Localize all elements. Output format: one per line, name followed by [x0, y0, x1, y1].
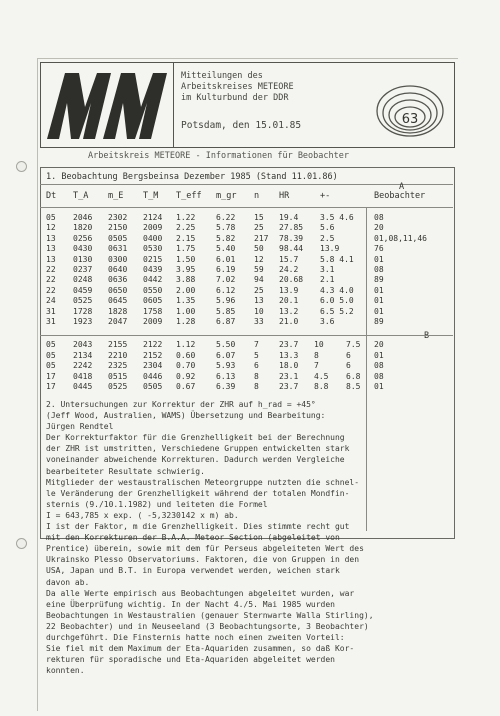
- table-cell: 6.07: [216, 350, 236, 360]
- text-line: Ukrainsko Plesso Observatoriums. Faktoren, die von Gruppen in den: [46, 555, 360, 565]
- text-line: bearbeiteter Resultate schwierig.: [46, 466, 205, 476]
- table-cell: 6.87: [216, 317, 236, 326]
- column-header: m_E: [108, 191, 124, 201]
- table-cell: 8: [314, 350, 319, 360]
- text-line: rekturen für sporadische und Eta-Aquariden abgeleitet werden: [46, 655, 335, 665]
- text-line: USA, Japan und B.T. in Europa verwendet werden, weichen stark: [46, 566, 340, 576]
- title-line-2: Arbeitskreises METEORE: [181, 82, 294, 92]
- table-cell: 1.35: [176, 296, 196, 306]
- table-cell: 217: [254, 233, 269, 243]
- table-cell: 0.60: [176, 350, 196, 360]
- table-cell: 6.13: [216, 371, 236, 381]
- table-cell: 08: [374, 361, 384, 371]
- table-cell: 31: [46, 317, 56, 326]
- table-cell: 0430: [73, 244, 93, 254]
- table-cell: 2124: [143, 213, 163, 222]
- table-cell: 8.8: [314, 382, 329, 392]
- table-cell: 3.95: [176, 265, 196, 274]
- table-cell: 05: [46, 350, 56, 360]
- mm-logo: [41, 63, 174, 147]
- table-cell: 22: [46, 275, 56, 285]
- table-cell: 0459: [73, 285, 93, 295]
- table-cell: 13.9: [320, 244, 340, 254]
- table-cell: 1820: [73, 223, 93, 233]
- table-cell: 13.2: [279, 306, 299, 316]
- table-cell: 20.1: [279, 296, 299, 306]
- table-cell: 2046: [73, 213, 93, 222]
- table-cell: 01: [374, 350, 384, 360]
- text-line: Mitglieder der westaustralischen Meteorgruppe nutzten die schnel-: [46, 477, 360, 487]
- table-cell: 8: [254, 382, 259, 392]
- table-cell: 24: [46, 296, 56, 306]
- table-cell: 18.0: [279, 361, 299, 371]
- table-cell: 25: [254, 223, 264, 233]
- table-cell: 0645: [108, 296, 128, 306]
- table-cell: 0640: [108, 265, 128, 274]
- column-header: Beobachter: [374, 191, 426, 201]
- table-cell: 12: [254, 254, 264, 264]
- subline: Arbeitskreis METEORE - Informationen für Beobachter: [88, 151, 349, 161]
- table-cell: 10: [254, 306, 264, 316]
- table-cell: 5.40: [216, 244, 236, 254]
- table-cell: 7.5: [346, 340, 361, 349]
- table-cell: 5.96: [216, 296, 236, 306]
- table-cell: 01: [374, 306, 384, 316]
- section-2-text: [46, 399, 458, 676]
- table-cell: 0445: [73, 382, 93, 392]
- table-cell: 6.22: [216, 213, 236, 222]
- column-header: T_M: [143, 191, 159, 201]
- table-cell: 0400: [143, 233, 163, 243]
- col-mark-a: A: [399, 182, 405, 192]
- issue-badge: [375, 73, 445, 139]
- table-cell: 7.02: [216, 275, 236, 285]
- table-cell: 0650: [108, 285, 128, 295]
- section-1-title: 1. Beobachtung Bergsbeinsa Dezember 1985 (Stand 11.01.86): [46, 172, 338, 182]
- table-cell: 23.7: [279, 382, 299, 392]
- table-cell: 7: [314, 361, 319, 371]
- table-cell: 6.39: [216, 382, 236, 392]
- table-cell: 08: [374, 213, 384, 222]
- table-cell: 2155: [108, 340, 128, 349]
- table-cell: 01: [374, 254, 384, 264]
- table-cell: 05: [46, 340, 56, 349]
- table-cell: 08: [374, 371, 384, 381]
- table-cell: 6: [346, 361, 351, 371]
- rule-top: [40, 184, 453, 185]
- table-cell: 0446: [143, 371, 163, 381]
- table-cell: 2134: [73, 350, 93, 360]
- table-cell: 20: [374, 223, 384, 233]
- column-header: Dt: [46, 191, 57, 201]
- table-cell: 0439: [143, 265, 163, 274]
- table-cell: 0505: [143, 382, 163, 392]
- column-header: +-: [320, 191, 331, 201]
- issue-number: 63: [401, 112, 419, 127]
- table-cell: 2.00: [176, 285, 196, 295]
- table-cell: 0130: [73, 254, 93, 264]
- table-cell: 89: [374, 275, 384, 285]
- column-header: T_A: [73, 191, 89, 201]
- column-header: T_eff: [176, 191, 202, 201]
- table-cell: 15.7: [279, 254, 299, 264]
- table-cell: 2047: [108, 317, 128, 326]
- text-line: sternis (9./10.1.1982) und leiteten die Formel: [46, 499, 268, 509]
- table-cell: 1.75: [176, 244, 196, 254]
- table-cell: 0442: [143, 275, 163, 285]
- table-cell: 21.0: [279, 317, 299, 326]
- table-cell: 05: [46, 361, 56, 371]
- table-cell: 0525: [108, 382, 128, 392]
- table-cell: 5: [254, 350, 259, 360]
- table-cell: 0300: [108, 254, 128, 264]
- table-cell: 13: [46, 244, 56, 254]
- table-cell: 2242: [73, 361, 93, 371]
- table-cell: 01: [374, 382, 384, 392]
- table-cell: 4.3 4.0: [320, 285, 354, 295]
- table-cell: 98.44: [279, 244, 304, 254]
- table-cell: 2.1: [320, 275, 335, 285]
- column-header: n: [254, 191, 260, 201]
- table-cell: 20: [374, 340, 384, 349]
- rule-header: [40, 207, 453, 208]
- table-cell: 13.9: [279, 285, 299, 295]
- table-cell: 15: [254, 213, 264, 222]
- table-cell: 22: [46, 265, 56, 274]
- text-line: mit den Korrekturen der B.A.A. Meteor Section (abgeleitet von: [46, 533, 340, 543]
- table-cell: 3.1: [320, 265, 335, 274]
- table-cell: 13: [46, 254, 56, 264]
- table-cell: 0525: [73, 296, 93, 306]
- table-cell: 3.6: [320, 317, 335, 326]
- text-line: voneinander abweichende Korrekturen. Dadurch werden Vergleiche: [46, 455, 345, 465]
- text-line: Jürgen Rendtel: [46, 422, 114, 432]
- text-line: Sie fiel mit dem Maximum der Eta-Aquariden zusammen, so daß Kor-: [46, 644, 355, 654]
- table-cell: 5.82: [216, 233, 236, 243]
- table-cell: 1758: [143, 306, 163, 316]
- table-cell: 0256: [73, 233, 93, 243]
- table-cell: 01,08,11,46: [374, 233, 427, 243]
- table-cell: 0418: [73, 371, 93, 381]
- table-cell: 1.00: [176, 306, 196, 316]
- table-cell: 01: [374, 296, 384, 306]
- table-cell: 2302: [108, 213, 128, 222]
- table-cell: 1.28: [176, 317, 196, 326]
- table-cell: 78.39: [279, 233, 304, 243]
- table-cell: 8.5: [346, 382, 361, 392]
- table-cell: 23.1: [279, 371, 299, 381]
- text-line: Der Korrekturfaktor für die Grenzhelligkeit bei der Berechnung: [46, 433, 345, 443]
- table-cell: 5.93: [216, 361, 236, 371]
- table-cell: 0.92: [176, 371, 196, 381]
- table-cell: 0215: [143, 254, 163, 264]
- text-line: eine Überprüfung wichtig. In der Nacht 4./5. Mai 1985 wurden: [46, 599, 335, 609]
- table-cell: 0237: [73, 265, 93, 274]
- table-cell: 6.19: [216, 265, 236, 274]
- table-cell: 8: [254, 371, 259, 381]
- table-cell: 0515: [108, 371, 128, 381]
- table-cell: 0636: [108, 275, 128, 285]
- table-cell: 10: [314, 340, 324, 349]
- table-cell: 12: [46, 223, 56, 233]
- table-cell: 19.4: [279, 213, 299, 222]
- table-cell: 94: [254, 275, 264, 285]
- group-b-mark: B: [424, 331, 430, 341]
- table-cell: 01: [374, 285, 384, 295]
- table-cell: 5.50: [216, 340, 236, 349]
- table-cell: 3.88: [176, 275, 196, 285]
- table-cell: 89: [374, 317, 384, 326]
- table-cell: 0605: [143, 296, 163, 306]
- table-cell: 25: [254, 285, 264, 295]
- table-cell: 0248: [73, 275, 93, 285]
- table-cell: 2325: [108, 361, 128, 371]
- table-cell: 1923: [73, 317, 93, 326]
- table-cell: 0550: [143, 285, 163, 295]
- table-cell: 33: [254, 317, 264, 326]
- table-cell: 3.5 4.6: [320, 213, 354, 222]
- rule-group-b: [40, 335, 453, 336]
- table-cell: 2304: [143, 361, 163, 371]
- table-cell: 5.8 4.1: [320, 254, 354, 264]
- table-cell: 6.8: [346, 371, 361, 381]
- text-line: le Veränderung der Grenzhelligkeit während der totalen Mondfin-: [46, 488, 350, 498]
- table-cell: 0.70: [176, 361, 196, 371]
- column-header: HR: [279, 191, 290, 201]
- table-cell: 2009: [143, 223, 163, 233]
- table-cell: 1.12: [176, 340, 196, 349]
- table-cell: 08: [374, 265, 384, 274]
- text-line: Prentice) überein, sowie mit dem für Perseus abgeleiteten Wert des: [46, 544, 364, 554]
- table-cell: 24.2: [279, 265, 299, 274]
- table-cell: 6.12: [216, 285, 236, 295]
- text-line: konnten.: [46, 666, 85, 676]
- table-cell: 2043: [73, 340, 93, 349]
- table-cell: 13: [46, 233, 56, 243]
- text-line: davon ab.: [46, 577, 90, 587]
- table-cell: 2122: [143, 340, 163, 349]
- table-cell: 0631: [108, 244, 128, 254]
- table-cell: 17: [46, 382, 56, 392]
- text-line: (Jeff Wood, Australien, WAMS) Übersetzung und Bearbeitung:: [46, 411, 326, 421]
- masthead: [40, 62, 455, 148]
- table-cell: 2.5: [320, 233, 335, 243]
- table-cell: 5.6: [320, 223, 335, 233]
- table-cell: 2009: [143, 317, 163, 326]
- punch-hole-top: [16, 161, 27, 172]
- table-cell: 1.22: [176, 213, 196, 222]
- table-cell: 0505: [108, 233, 128, 243]
- text-line: I = 643,785 x exp. ( -5,3230142 x m) ab.: [46, 510, 239, 520]
- table-cell: 5.85: [216, 306, 236, 316]
- logo-text: MM: [41, 63, 43, 64]
- table-cell: 2.15: [176, 233, 196, 243]
- table-cell: 1828: [108, 306, 128, 316]
- table-cell: 20.68: [279, 275, 304, 285]
- punch-hole-bottom: [16, 538, 27, 549]
- table-cell: 2152: [143, 350, 163, 360]
- table-cell: 05: [46, 213, 56, 222]
- table-cell: 6: [346, 350, 351, 360]
- text-line: 22 Beobachter) und in Neuseeland (3 Beobachtungsorte, 3 Beobachter): [46, 621, 369, 631]
- text-line: 2. Untersuchungen zur Korrektur der ZHR auf h_rad = +45°: [46, 400, 316, 409]
- table-cell: 7: [254, 340, 259, 349]
- table-cell: 0530: [143, 244, 163, 254]
- table-cell: 6.01: [216, 254, 236, 264]
- table-cell: 4.5: [314, 371, 329, 381]
- table-cell: 50: [254, 244, 264, 254]
- text-line: I ist der Faktor, m die Grenzhelligkeit. Dies stimmte recht gut: [46, 522, 350, 532]
- table-cell: 2150: [108, 223, 128, 233]
- table-cell: 6: [254, 361, 259, 371]
- table-cell: 13: [254, 296, 264, 306]
- place-date: Potsdam, den 15.01.85: [181, 120, 302, 131]
- table-cell: 2210: [108, 350, 128, 360]
- table-cell: 76: [374, 244, 384, 254]
- text-line: Da alle Werte empirisch aus Beobachtungen abgeleitet wurden, war: [46, 588, 355, 598]
- table-cell: 59: [254, 265, 264, 274]
- title-line-3: im Kulturbund der DDR: [181, 93, 289, 103]
- table-cell: 2.25: [176, 223, 196, 233]
- text-line: durchgeführt. Die Finsternis hatte noch einen zweiten Vorteil:: [46, 632, 345, 642]
- table-cell: 22: [46, 285, 56, 295]
- table-cell: 13.3: [279, 350, 299, 360]
- table-cell: 5.78: [216, 223, 236, 233]
- table-cell: 23.7: [279, 340, 299, 349]
- table-cell: 6.5 5.2: [320, 306, 354, 316]
- column-header: m_gr: [216, 191, 237, 201]
- table-cell: 6.0 5.0: [320, 296, 354, 306]
- text-line: der ZHR ist umstritten, Verschiedene Gruppen entwickelten stark: [46, 444, 350, 454]
- table-cell: 17: [46, 371, 56, 381]
- table-cell: 27.85: [279, 223, 304, 233]
- table-cell: 1728: [73, 306, 93, 316]
- table-cell: 31: [46, 306, 56, 316]
- title-line-1: Mitteilungen des: [181, 71, 263, 81]
- table-cell: 1.50: [176, 254, 196, 264]
- table-cell: 0.67: [176, 382, 196, 392]
- text-line: Beobachtungen in Westaustralien (genauer Sternwarte Walla Stirling),: [46, 610, 374, 620]
